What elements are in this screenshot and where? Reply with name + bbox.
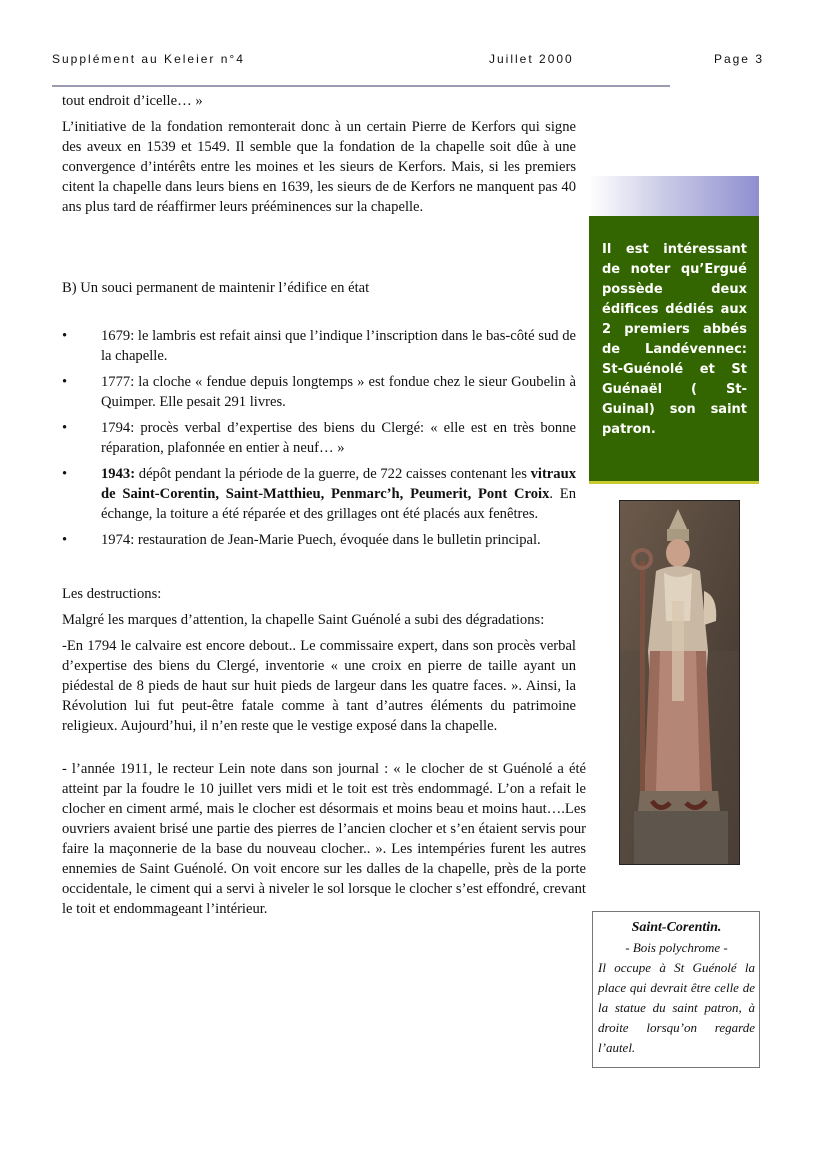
list-item-text: 1777: la cloche « fendue depuis longtemps » est fondue chez le sieur Goubelin à Quimper. Elle pesait 291 livres. [101,374,576,410]
paragraph-foundation: L’initiative de la fondation remonterait donc à un certain Pierre de Kerfors qui signe des aveux en 1539 et 1549. Il semble que la fondation de la chapelle soit dûe à une convergence d’intérêts entre les moines et les sieurs de Kerfors. Mais, si les premiers citent la chapelle dans leurs biens en 1639, les sieurs de de Kerfors ne manquent pas 40 ans plus tard de réaffirmer leurs prééminences sur la chapelle. [62,119,576,215]
list-item [62,464,576,524]
sidebar-callout [589,216,759,484]
paragraph-1794: -En 1794 le calvaire est encore debout.. Le commissaire expert, dans son procès verbal d’expertise des biens du Clergé, inventorie « une croix en pierre de taille ayant un piédestal de 8 pieds de haut sur huit pieds de largeur dans les quatre faces. ». Ainsi, la Révolution lui fut peut-être fatale comme à tant d’autres éléments du patrimoine religieux. Aujourd’hui, il n’en reste que le vestige exposé dans la chapelle. [62,638,576,734]
sidebar-gradient-band [589,176,759,216]
caption-subtitle: - Bois polychrome - [625,940,728,955]
list-item [62,372,576,412]
paragraph-destructions-intro: Malgré les marques d’attention, la chapelle Saint Guénolé a subi des dégradations: [62,612,545,628]
list-item [62,418,576,458]
list-item-text: . En échange, la toiture a été réparée et des grillages ont été placés aux fenêtres. [101,486,576,522]
section-heading-b: B) Un souci permanent de maintenir l’édifice en état [62,280,370,296]
paragraph-1911: - l’année 1911, le recteur Lein note dans son journal : « le clocher de st Guénolé a été atteint par la foudre le 10 juillet vers midi et le toit est très endommagé. L’on a refait le clocher en ciment armé, mais le clocher est désormais et moins beau et moins haut….Les ouvriers avaient brisé une partie des pierres de l’ancien clocher et s’en étaient servis pour faire la maçonnerie de la base du nouveau clocher.. ». Les intempéries furent les autres ennemies de Saint Guénolé. On voit encore sur les dalles de la chapelle, près de la porte occidentale, le ciment qui a servi à niveler le sol lorsque le clocher s’est effondré, crevant le toit et endommageant l’intérieur. [62,761,586,917]
list-item-text: 1679: le lambris est refait ainsi que l’indique l’inscription dans le bas-côté sud de la chapelle. [101,328,576,364]
maintenance-list [62,326,576,550]
statue-photo [619,500,740,865]
statue-illustration [620,501,740,865]
sidebar-callout-text: Il est intéressant de noter qu’Ergué possède deux édifices dédiés aux 2 premiers abbés de Landévennec: St-Guénolé et St Guénaël ( St-Guinal) son saint patron. [602,242,747,437]
list-item-year: 1943: [101,466,136,482]
section-heading-destructions: Les destructions: [62,586,162,602]
header-date: Juillet 2000 [489,52,574,66]
caption-title: Saint-Corentin. [631,920,722,935]
list-item-text: 1794: procès verbal d’expertise des biens du Clergé: « elle est en très bonne réparation, plafonnée en entier à neuf… » [101,420,576,456]
paragraph-continuation: tout endroit d’icelle… » [62,93,203,109]
photo-caption [592,911,760,1068]
header-publication: Supplément au Keleier n°4 [52,52,245,66]
header-page-number: Page 3 [713,52,764,66]
main-column [62,91,586,919]
list-item [62,530,576,550]
header-divider [52,85,670,87]
list-item-text: 1974: restauration de Jean-Marie Puech, évoquée dans le bulletin principal. [101,532,541,548]
caption-body: Il occupe à St Guénolé la place qui devrait être celle de la statue du saint patron, à droite lorsqu’on regarde l’autel. [598,960,755,1055]
page-header [52,52,764,72]
list-item-text: dépôt pendant la période de la guerre, de 722 caisses contenant les [135,466,531,482]
list-item [62,326,576,366]
list-item-windows: vitraux de Saint-Corentin, Saint-Matthieu, Penmarc’h, Peumerit, Pont Croix [101,466,576,502]
